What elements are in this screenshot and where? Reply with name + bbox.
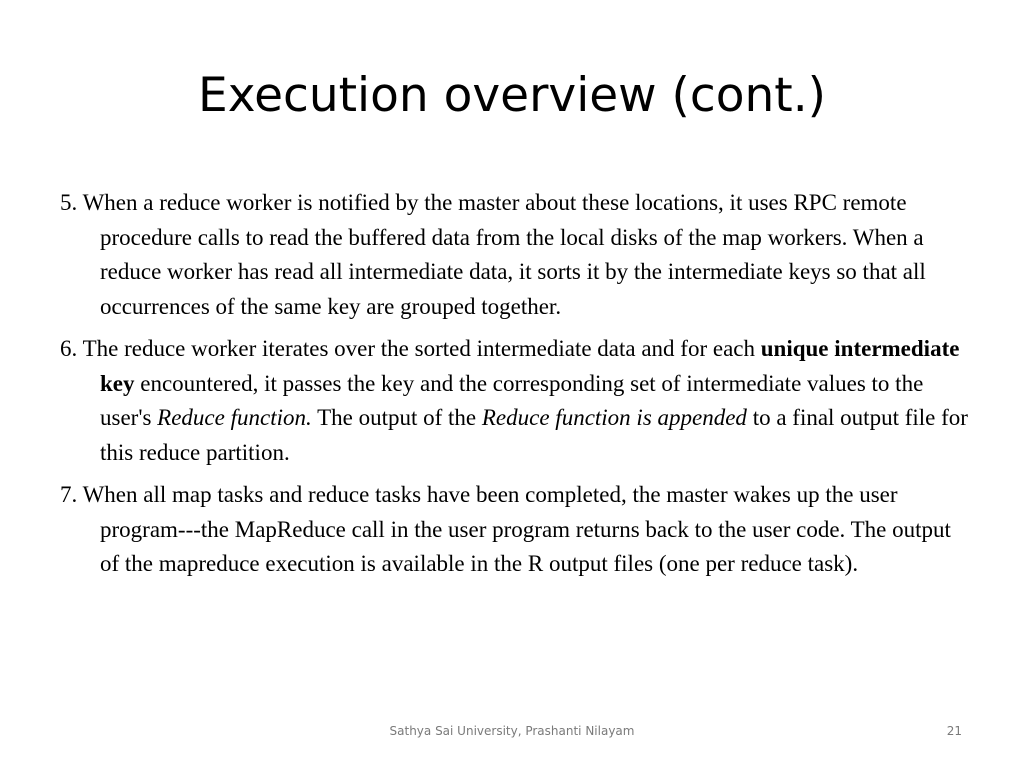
page-number: 21 [946, 724, 962, 738]
slide-body [60, 186, 972, 590]
item-text: to a final output file for this reduce partition. [100, 405, 968, 465]
item-text: 6. The reduce worker iterates over the sorted intermediate data and for each [60, 336, 761, 361]
emphasis-italic: Reduce function. [157, 405, 312, 430]
emphasis-bold: unique intermediate key [100, 336, 960, 396]
list-item [60, 186, 972, 324]
item-text: The output of the [311, 405, 482, 430]
emphasis-italic: Reduce function is appended [481, 405, 747, 430]
item-text: 7. When all map tasks and reduce tasks have been completed, the master wakes up the user program---the MapReduce call in the user program returns back to the user code. The output of the mapreduce execution is available in the R output files (one per reduce task). [60, 482, 951, 576]
item-text: encountered, it passes the key and the corresponding set of intermediate values to the user's [100, 370, 924, 430]
list-item [60, 478, 972, 582]
slide-footer: Sathya Sai University, Prashanti Nilayam [389, 724, 635, 738]
slide-title: Execution overview (cont.) [198, 68, 826, 123]
item-text: 5. When a reduce worker is notified by the master about these locations, it uses RPC remote procedure calls to read the buffered data from the local disks of the map workers. When a reduce worker has read all intermediate data, it sorts it by the intermediate keys so that all occurrences of the same key are grouped together. [60, 190, 926, 319]
list-item [60, 332, 972, 470]
